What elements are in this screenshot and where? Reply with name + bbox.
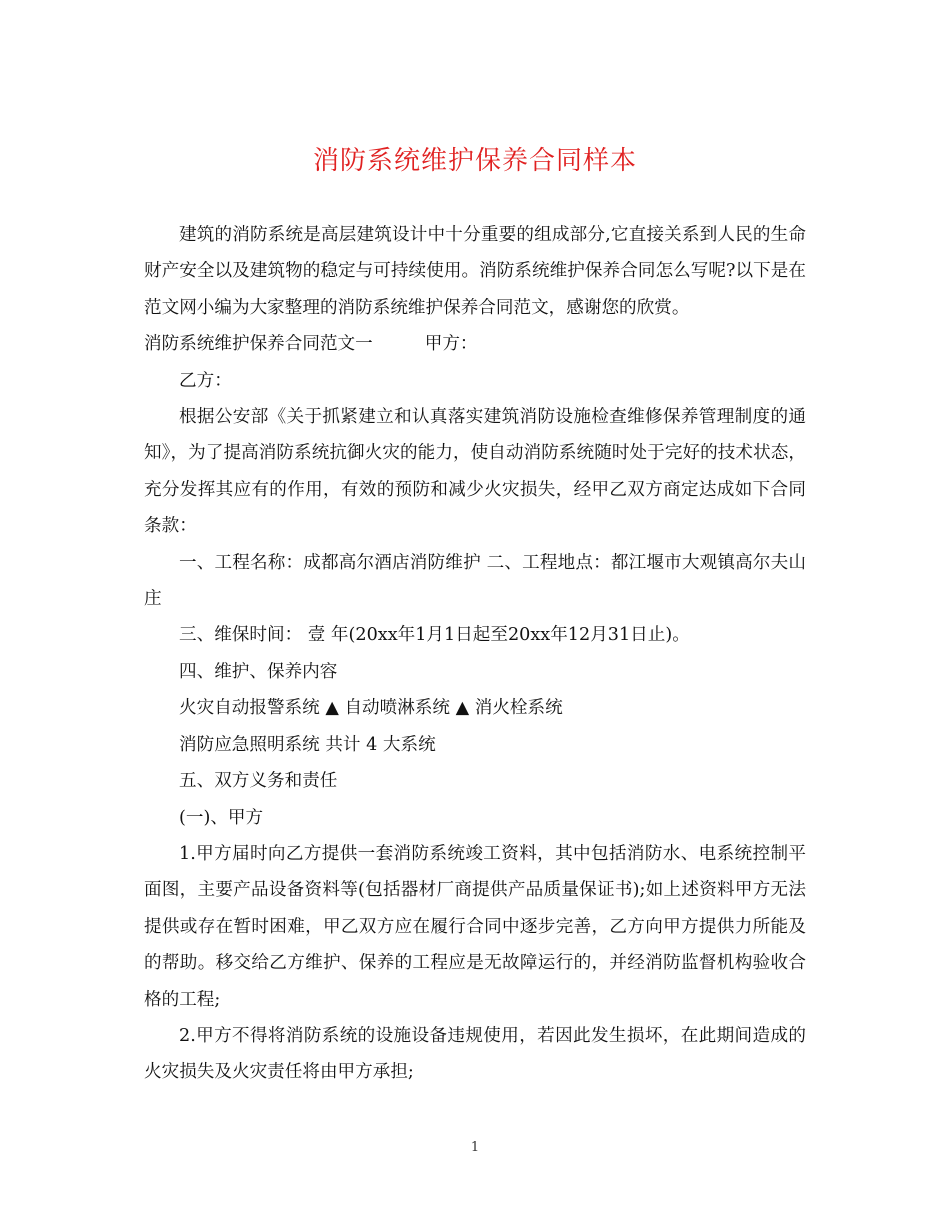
party-b-label: 乙方：: [179, 370, 232, 391]
sample-heading-line: [144, 326, 806, 362]
party-a-label: 甲方：: [424, 334, 478, 355]
page-number: 1: [470, 1140, 480, 1155]
clause-obligations: 五、双方义务和责任: [179, 771, 338, 792]
sub-heading-party-a: (一)、甲方: [179, 807, 264, 828]
clause-2-paragraph: 2.甲方不得将消防系统的设施设备违规使用，若因此发生损坏，在此期间造成的火灾损失及火灾责任将由甲方承担;: [144, 1025, 806, 1083]
basis-paragraph: 根据公安部《关于抓紧建立和认真落实建筑消防设施检查维修保养管理制度的通知》，为了提高消防系统抗御火灾的能力，使自动消防系统随时处于完好的技术状态，充分发挥其应有的作用，有效的预防和减少火灾损失，经甲乙双方商定达成如下合同条款：: [144, 407, 806, 537]
clause-project-name-location: 一、工程名称：成都高尔酒店消防维护 二、工程地点：都江堰市大观镇高尔夫山庄: [144, 552, 806, 610]
sample-heading: 消防系统维护保养合同范文一: [144, 334, 373, 355]
document-body: [144, 217, 806, 1091]
document-title: 消防系统维护保养合同样本: [312, 146, 637, 176]
systems-list-line1: 火灾自动报警系统 ▲ 自动喷淋系统 ▲ 消火栓系统: [179, 698, 563, 719]
systems-list-line2: 消防应急照明系统 共计 4 大系统: [179, 734, 436, 755]
intro-paragraph: 建筑的消防系统是高层建筑设计中十分重要的组成部分,它直接关系到人民的生命财产安全以及建筑物的稳定与可持续使用。消防系统维护保养合同怎么写呢?以下是在范文网小编为大家整理的消防系统维护保养合同范文，感谢您的欣赏。: [144, 225, 806, 318]
clause-maintenance-period: 三、维保时间： 壹 年(20xx年1月1日起至20xx年12月31日止)。: [179, 625, 690, 646]
clause-1-paragraph: 1.甲方届时向乙方提供一套消防系统竣工资料，其中包括消防水、电系统控制平面图，主要产品设备资料等(包括器材厂商提供产品质量保证书);如上述资料甲方无法提供或存在暂时困难，甲乙双方应在履行合同中逐步完善，乙方向甲方提供力所能及的帮助。移交给乙方维护、保养的工程应是无故障运行的，并经消防监督机构验收合格的工程;: [144, 843, 806, 1010]
clause-maintenance-content: 四、维护、保养内容: [179, 661, 338, 682]
